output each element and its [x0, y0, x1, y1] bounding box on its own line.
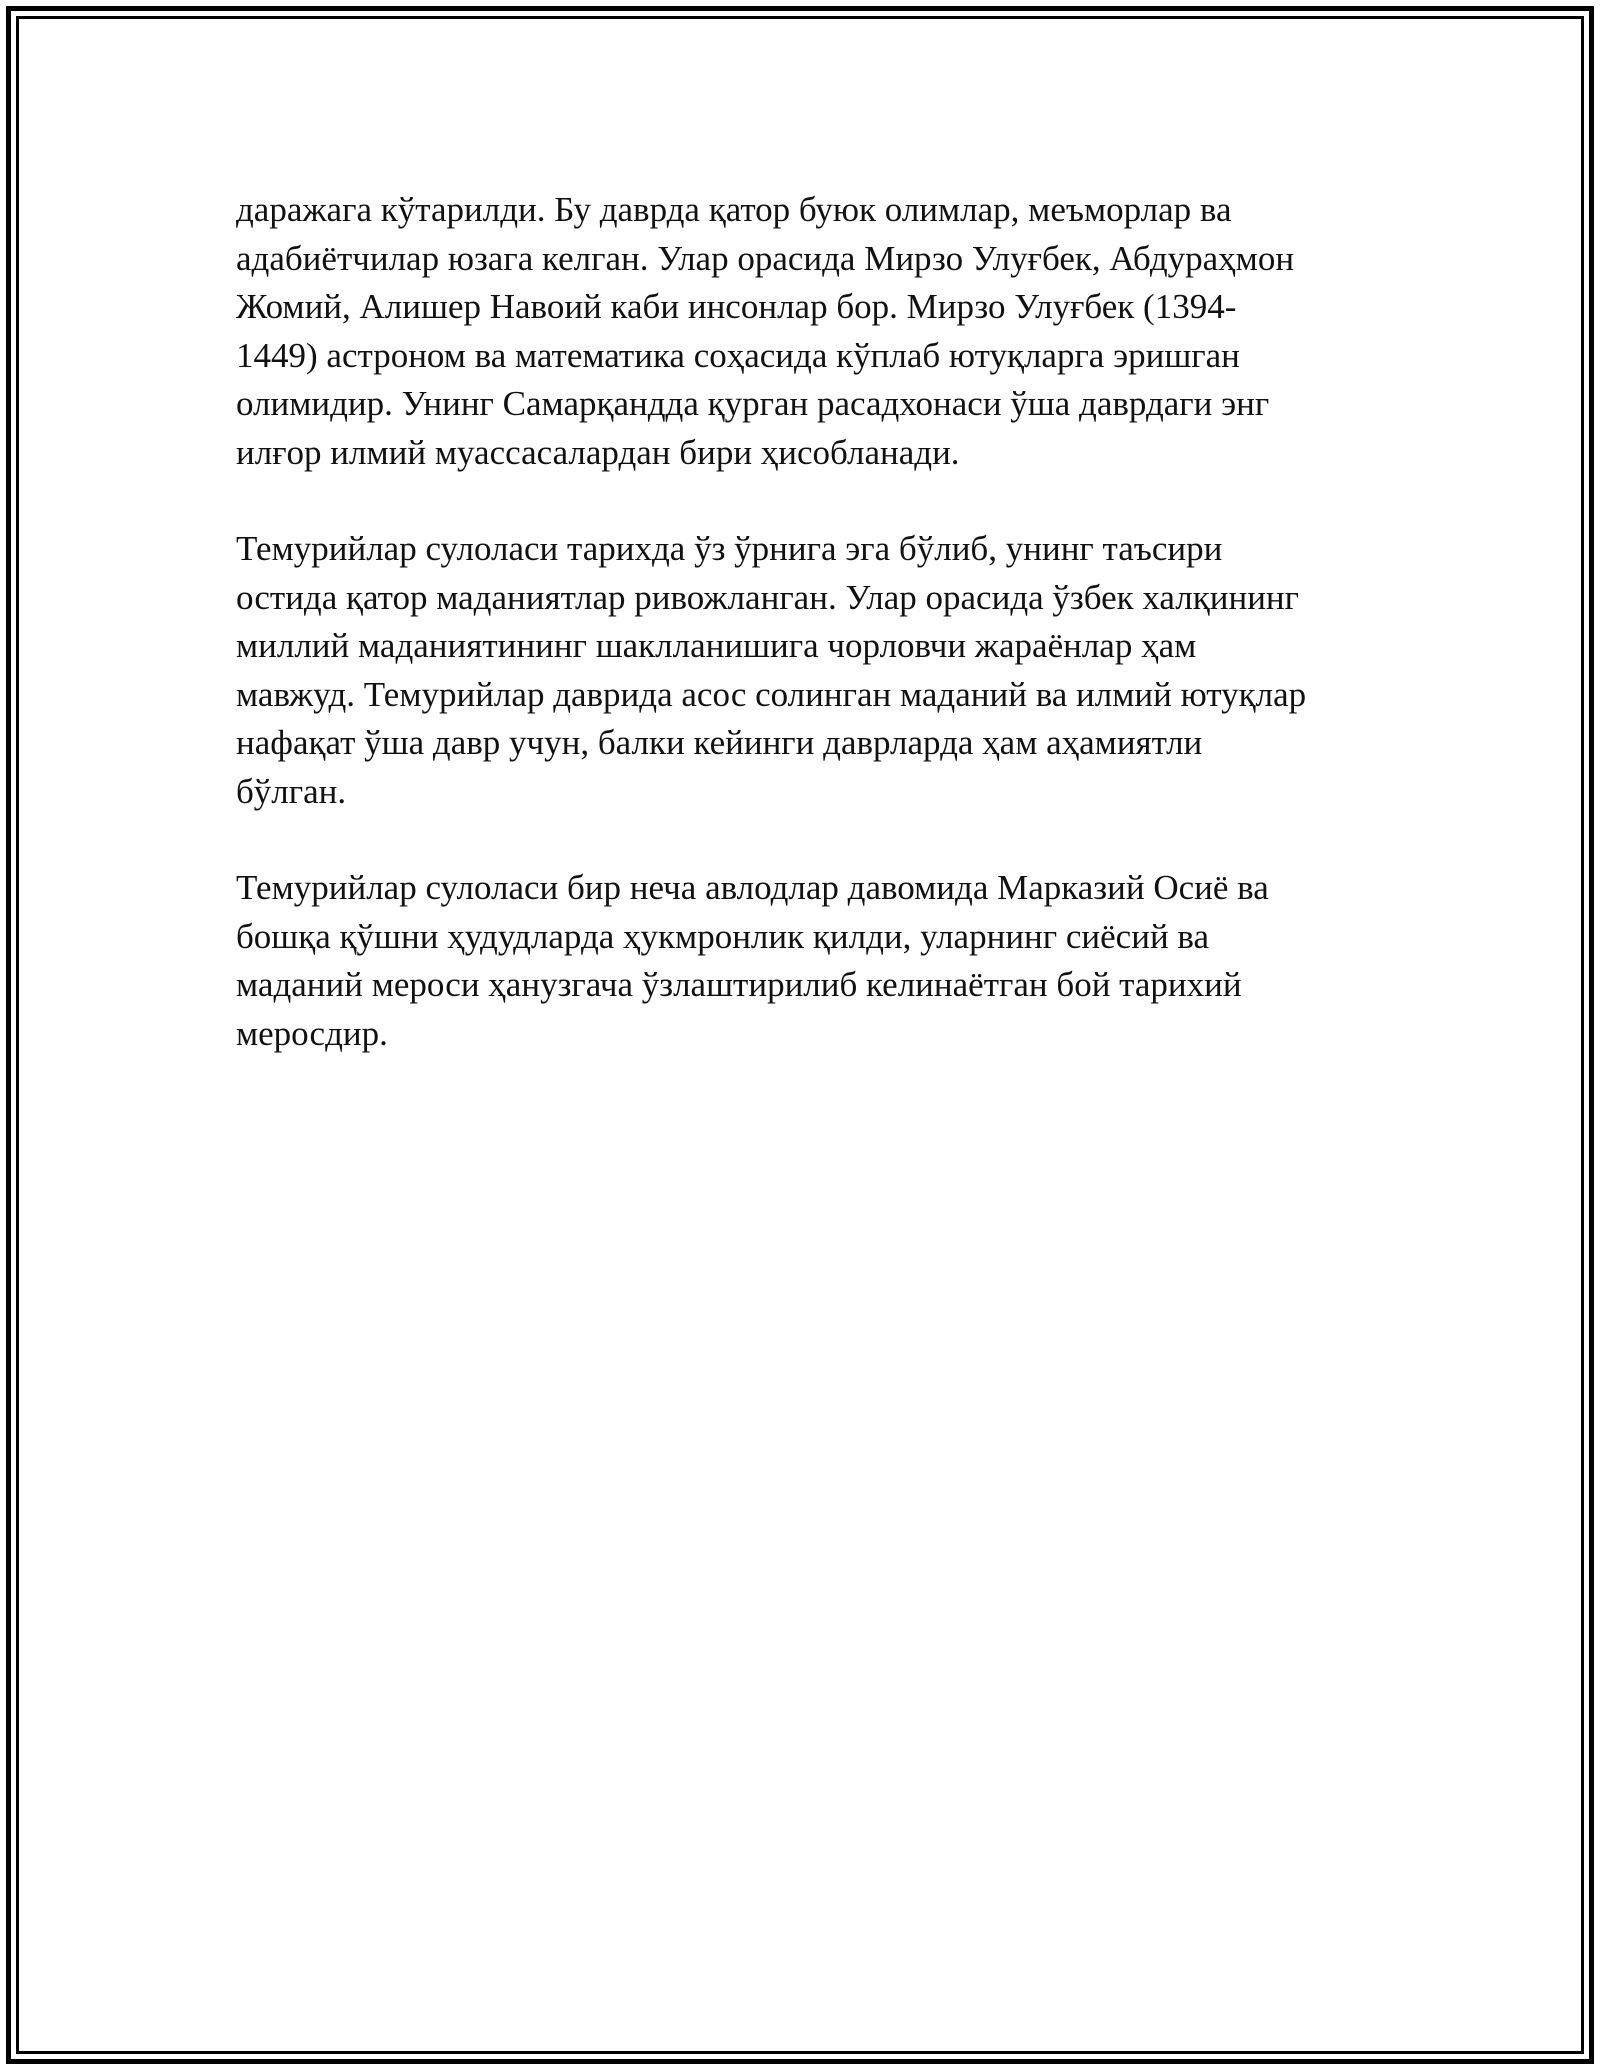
- paragraph-line: даражага кўтарилди. Бу даврда қатор буюк олимлар, меъморлар ва: [236, 190, 1232, 229]
- paragraph-line: мавжуд. Темурийлар даврида асос солинган маданий ва илмий ютуқлар: [236, 674, 1307, 714]
- paragraph-line: олимидир. Унинг Самарқандда қурган расадхонаси ўша даврдаги энг: [236, 384, 1270, 423]
- paragraph-line: маданий мероси ҳанузгача ўзлаштирилиб келинаётган бой тарихий: [236, 965, 1242, 1004]
- paragraph-line: адабиётчилар юзага келган. Улар орасида Мирзо Улуғбек, Абдураҳмон: [236, 238, 1295, 278]
- paragraph-line: Жомий, Алишер Навоий каби инсонлар бор. Мирзо Улуғбек (1394-: [236, 287, 1237, 326]
- paragraph-line: бўлган.: [236, 771, 347, 811]
- paragraph-line: Темурийлар сулоласи бир неча авлодлар давомида Марказий Осиё ва: [236, 868, 1269, 907]
- paragraph-1: [236, 186, 1386, 477]
- paragraph-line: илғор илмий муассасалардан бири ҳисобланади.: [236, 432, 960, 472]
- paragraph-line: Темурийлар сулоласи тарихда ўз ўрнига эга бўлиб, унинг таъсири: [236, 529, 1223, 568]
- paragraph-line: бошқа қўшни ҳудудларда ҳукмронлик қилди, уларнинг сиёсий ва: [236, 916, 1210, 956]
- document-body: [236, 186, 1386, 1106]
- paragraph-line: нафақат ўша давр учун, балки кейинги даврларда ҳам аҳамиятли: [236, 723, 1203, 762]
- paragraph-line: меросдир.: [236, 1013, 388, 1053]
- paragraph-3: [236, 864, 1386, 1058]
- paragraph-line: 1449) астроном ва математика соҳасида кўплаб ютуқларга эришган: [236, 335, 1240, 375]
- paragraph-2: [236, 525, 1386, 816]
- paragraph-line: остида қатор маданиятлар ривожланган. Улар орасида ўзбек халқининг: [236, 577, 1300, 617]
- paragraph-line: миллий маданиятининг шаклланишига чорловчи жараёнлар ҳам: [236, 626, 1197, 665]
